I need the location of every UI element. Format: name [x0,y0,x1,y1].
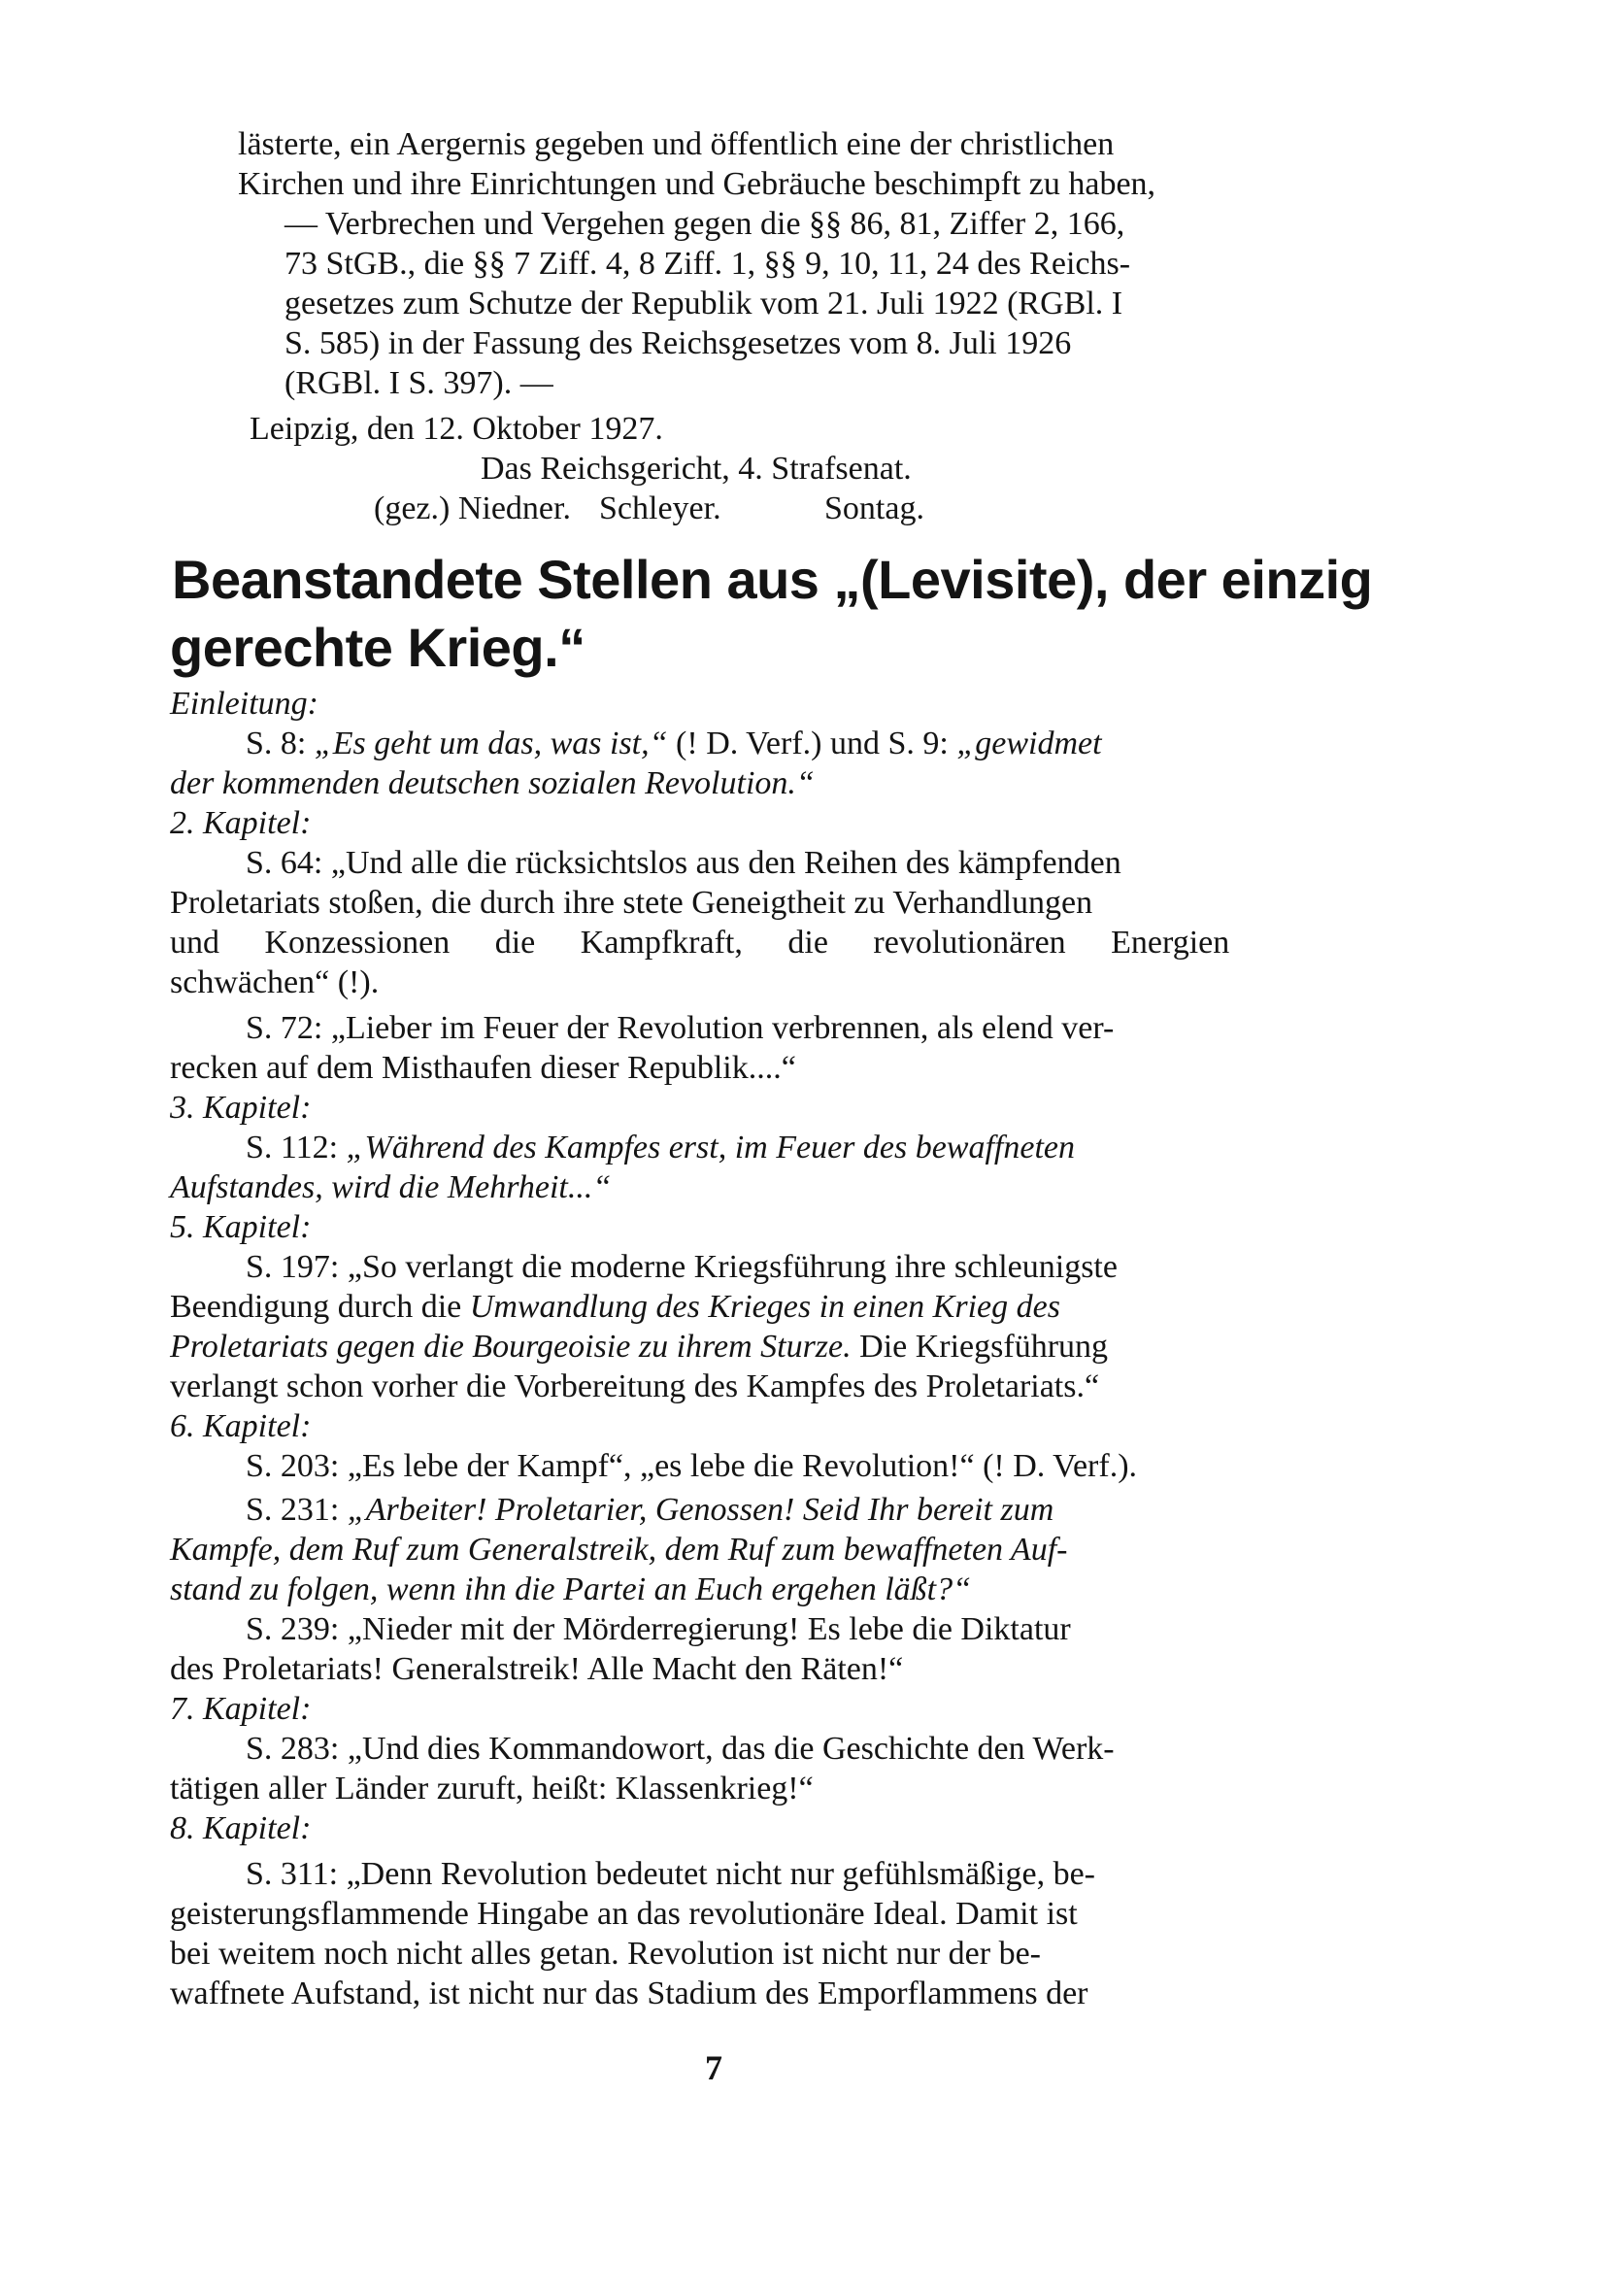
page-ref: S. 112: [246,1130,347,1165]
section-heading: gerechte Krieg.“ [170,617,585,678]
quote-line: S. 283: „Und dies Kommandowort, das die Geschichte den Werk- [246,1731,1115,1767]
signature-sontag: Sontag. [824,490,924,526]
place-date: Leipzig, den 12. Oktober 1927. [250,411,663,447]
chapter-label-8: 8. Kapitel: [170,1810,312,1846]
page-ref: S. 8: [246,726,315,761]
quote-line: S. 239: „Nieder mit der Mörderregierung! Es lebe die Diktatur [246,1611,1071,1647]
verdict-line: lästerte, ein Aergernis gegeben und öffentlich eine der christlichen [238,126,1115,162]
quote-text: Proletariats gegen die Bourgeoisie zu ihrem Sturze. [170,1329,852,1365]
chapter-label-5: 5. Kapitel: [170,1209,312,1245]
quote-line: recken auf dem Misthaufen dieser Republik....“ [170,1050,796,1086]
quote-text: Beendigung durch die [170,1289,470,1325]
quote-line: geisterungsflammende Hingabe an das revolutionäre Ideal. Damit ist [170,1896,1078,1932]
quote-text: „gewidmet [956,726,1102,761]
quote-line: S. 203: „Es lebe der Kampf“, „es lebe die Revolution!“ (! D. Verf.). [246,1448,1138,1484]
verdict-line: 73 StGB., die §§ 7 Ziff. 4, 8 Ziff. 1, §§ 9, 10, 11, 24 des Reichs- [284,246,1131,282]
quote-line: verlangt schon vorher die Vorbereitung des Kampfes des Proletariats.“ [170,1368,1100,1404]
signature-niedner: (gez.) Niedner. [374,490,571,526]
chapter-label-2: 2. Kapitel: [170,805,312,841]
quote-line: S. 72: „Lieber im Feuer der Revolution verbrennen, als elend ver- [246,1010,1115,1046]
verdict-line: gesetzes zum Schutze der Republik vom 21. Juli 1922 (RGBl. I [284,286,1123,321]
signature-schleyer: Schleyer. [599,490,721,526]
quote-line: S. 64: „Und alle die rücksichtslos aus den Reihen des kämpfenden [246,845,1121,881]
verdict-line: (RGBl. I S. 397). — [284,365,553,401]
quote-line [170,1287,1306,1327]
chapter-label-einleitung: Einleitung: [170,686,318,722]
quote-note: (! D. Verf.) und S. 9: [667,726,957,761]
quote-text: „Es geht um das, was ist,“ [314,726,668,761]
quote-line: der kommenden deutschen sozialen Revolution.“ [170,765,815,801]
quote-line [170,1128,1306,1167]
quote-line: S. 311: „Denn Revolution bedeutet nicht nur gefühlsmäßige, be- [246,1856,1095,1892]
quote-line: S. 197: „So verlangt die moderne Kriegsführung ihre schleunigste [246,1249,1118,1285]
quote-text: Umwandlung des Krieges in einen Krieg des [469,1289,1060,1325]
quote-line: waffnete Aufstand, ist nicht nur das Stadium des Emporflammens der [170,1975,1088,2011]
page-ref: S. 231: [246,1492,348,1528]
quote-line: und Konzessionen die Kampfkraft, die revolutionären Energien [170,925,1230,961]
quote-text: „Während des Kampfes erst, im Feuer des bewaffneten [346,1130,1076,1165]
quote-line: Aufstandes, wird die Mehrheit...“ [170,1169,612,1205]
section-heading: Beanstandete Stellen aus „(Levisite), der einzig [172,549,1373,610]
quote-line: Proletariats stoßen, die durch ihre stete Geneigtheit zu Verhandlungen [170,885,1093,921]
quote-line [170,1327,1306,1367]
quote-text: Die Kriegsführung [851,1329,1109,1365]
verdict-line: S. 585) in der Fassung des Reichsgesetzes vom 8. Juli 1926 [284,325,1072,361]
quote-line: schwächen“ (!). [170,964,380,1000]
quote-line: Kampfe, dem Ruf zum Generalstreik, dem Ruf zum bewaffneten Auf- [170,1532,1068,1568]
quote-line [170,1490,1306,1530]
quote-line: stand zu folgen, wenn ihn die Partei an Euch ergehen läßt?“ [170,1571,972,1607]
verdict-line: — Verbrechen und Vergehen gegen die §§ 86, 81, Ziffer 2, 166, [284,206,1125,242]
page-number: 7 [705,2048,722,2087]
chapter-label-7: 7. Kapitel: [170,1691,312,1727]
quote-line: tätigen aller Länder zuruft, heißt: Klassenkrieg!“ [170,1771,814,1806]
chapter-label-3: 3. Kapitel: [170,1090,312,1126]
quote-line [170,724,1306,763]
signatures [170,489,1306,528]
chapter-label-6: 6. Kapitel: [170,1408,312,1444]
verdict-line: Kirchen und ihre Einrichtungen und Gebräuche beschimpft zu haben, [238,166,1156,202]
document-page [170,124,1373,2013]
quote-line: des Proletariats! Generalstreik! Alle Macht den Räten!“ [170,1651,904,1687]
court-name: Das Reichsgericht, 4. Strafsenat. [481,451,912,487]
quote-text: „Arbeiter! Proletarier, Genossen! Seid Ihr bereit zum [347,1492,1054,1528]
quote-line: bei weitem noch nicht alles getan. Revolution ist nicht nur der be- [170,1936,1041,1972]
